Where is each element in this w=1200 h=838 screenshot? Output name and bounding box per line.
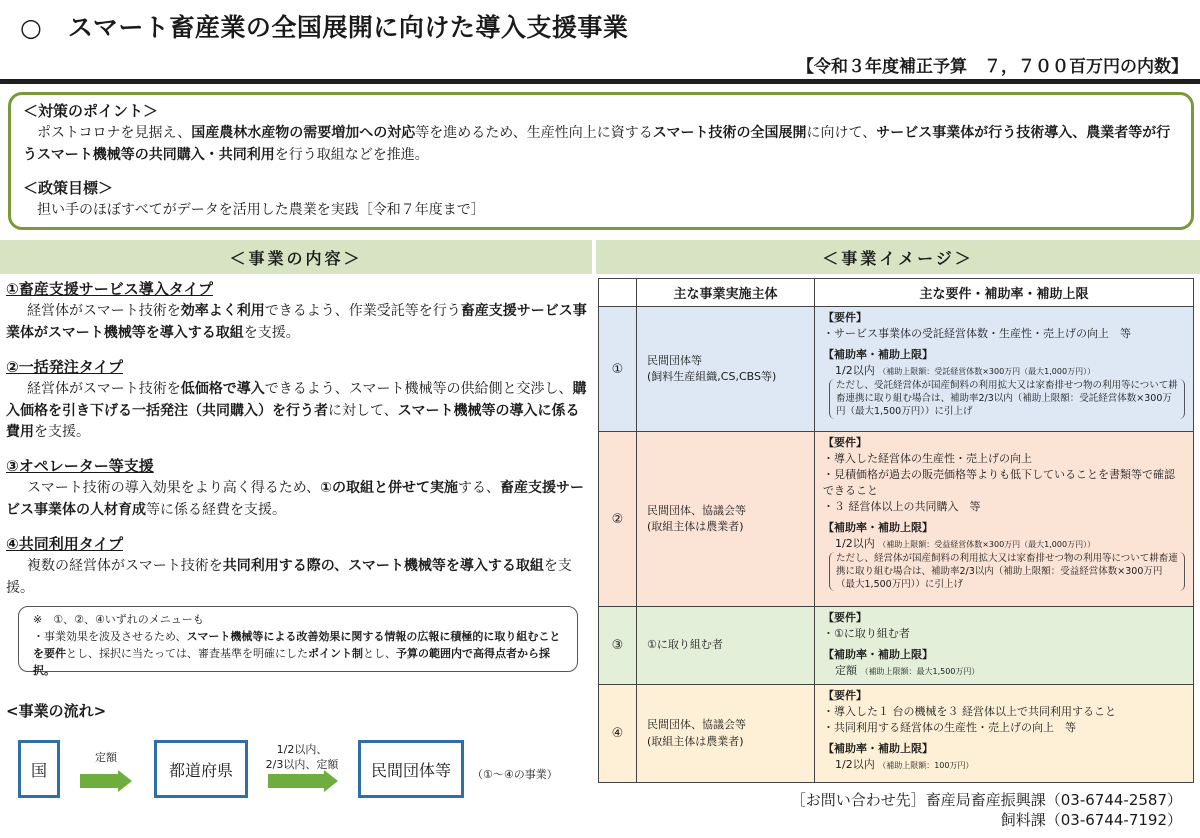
note-text-bold: スマート機械等による改善効果に関する情報の広報に積極的に取り組むこと: [186, 630, 561, 644]
entity-line: (取組主体は農業者): [647, 734, 744, 748]
req-heading: 【要件】: [823, 689, 867, 702]
flow-arrow-icon: [80, 770, 132, 792]
req-line: ・①に取り組む者: [823, 626, 910, 640]
item-text-bold: 共同利用する際の、スマート機械等を導入する取組: [222, 557, 544, 574]
flow-label-fixed: 定額: [95, 751, 117, 764]
req-heading: 【要件】: [823, 611, 867, 624]
content-item: [6, 356, 588, 444]
rate-value: 1/2以内: [835, 536, 875, 550]
table-header: [599, 279, 637, 307]
arrow-shaft: [80, 774, 120, 788]
points-text-bold: 国産農林水産物の需要増加への対応: [191, 125, 416, 142]
rate-value: 1/2以内: [835, 363, 875, 377]
item-text: を支援。: [243, 324, 300, 341]
note-text: ・事業効果を波及させるため、: [33, 630, 187, 644]
rate-cap: （補助上限額：最大1,500万円）: [860, 666, 980, 676]
page-title: ○ スマート畜産業の全国展開に向けた導入支援事業: [20, 13, 629, 42]
item-body: [6, 478, 588, 521]
item-body: [6, 379, 588, 444]
rate-heading: 【補助率・補助上限】: [823, 741, 933, 755]
req-line: ・サービス事業体の受託経営体数・生産性・売上げの向上 等: [823, 326, 1131, 340]
policy-points-box: [8, 92, 1194, 230]
rate-value: 1/2以内: [835, 757, 875, 771]
entity-cell: [637, 307, 815, 432]
row-number: ②: [599, 432, 637, 607]
item-text: できるよう、スマート機械等の供給側と交渉し、: [264, 380, 573, 397]
rate-value: 定額: [835, 663, 857, 677]
rate-cap: （補助上限額：受益経営体数×300万円（最大1,000万円））: [878, 539, 1096, 549]
req-line: ・導入した経営体の生産性・売上げの向上: [823, 451, 1032, 465]
contact-line: 飼料課（03-6744-7192）: [1000, 811, 1182, 830]
budget-label: 【令和３年度補正予算 ７，７００百万円の内数】: [797, 57, 1188, 77]
points-text-part: に向けて、: [806, 125, 877, 142]
flow-label-rate: [254, 742, 350, 773]
req-line: ・共同利用する経営体の生産性・売上げの向上 等: [823, 720, 1076, 734]
row-number: ③: [599, 607, 637, 685]
item-text: スマート技術の導入効果をより高く得るため、: [27, 480, 321, 497]
flow-arrow-icon: [268, 770, 338, 792]
item-text: に対して、: [328, 402, 398, 419]
arrow-head: [324, 770, 338, 792]
title-divider: [0, 79, 1200, 84]
content-item: [6, 533, 588, 600]
flow-label-line: 2/3以内、定額: [265, 758, 339, 772]
entity-cell: [637, 607, 815, 685]
item-title: ②一括発注タイプ: [6, 357, 123, 376]
rate-line: [823, 757, 1185, 773]
item-text-bold: 畜産支援サービス事業体の人材育成: [6, 480, 585, 518]
note-text-bold: ポイント制: [308, 647, 363, 661]
item-body: [6, 556, 588, 599]
rate-cap: （補助上限額：100万円）: [878, 760, 974, 770]
note-box: [18, 606, 578, 678]
requirement-cell: [815, 432, 1194, 607]
req-line: ・見積価格が過去の販売価格等よりも低下していることを書類等で確認できること: [823, 467, 1175, 497]
note-line: [33, 645, 563, 679]
rate-line: [823, 536, 1185, 552]
item-text: 経営体がスマート技術を: [27, 303, 181, 320]
flow-box-prefecture: 都道府県: [154, 740, 248, 798]
item-text: 複数の経営体がスマート技術を: [27, 557, 223, 574]
entity-cell: [637, 432, 815, 607]
item-text-bold: 低価格で導入: [180, 380, 265, 397]
flow-label-line: 1/2以内、: [276, 743, 328, 756]
rate-heading: 【補助率・補助上限】: [823, 347, 933, 361]
req-line: ・導入した１ 台の機械を３ 経営体以上で共同利用すること: [823, 704, 1116, 718]
flow-note: （①～④の事業）: [472, 768, 558, 781]
table-row: [599, 685, 1194, 783]
arrow-head: [118, 770, 132, 792]
rate-heading: 【補助率・補助上限】: [823, 647, 933, 661]
implementation-table: [598, 278, 1194, 783]
table-row: [599, 607, 1194, 685]
arrow-shaft: [268, 774, 326, 788]
item-text-bold: 畜産支援サービス事業体がスマート機械等を導入する取組: [6, 303, 587, 341]
item-text-bold: 購入価格を引き下げる一括発注（共同購入）を行う者: [6, 380, 587, 419]
item-title: ③オペレーター等支援: [6, 456, 154, 475]
req-line: ・３ 経営体以上の共同購入 等: [823, 499, 981, 513]
requirement-cell: [815, 607, 1194, 685]
table-header: 主な要件・補助率・補助上限: [815, 279, 1194, 307]
req-heading: 【要件】: [823, 311, 867, 324]
contact-info: [791, 790, 1182, 831]
note-text-bold: 予算の範囲内で高得点者から採択。: [33, 647, 550, 678]
points-text-part: 等を進めるため、生産性向上に資する: [415, 125, 653, 142]
points-text-part: を行う取組などを推進。: [274, 146, 429, 163]
rate-line: [823, 663, 1185, 679]
section-header-image: ＜事業イメージ＞: [596, 240, 1200, 274]
section-header-content: ＜事業の内容＞: [0, 240, 592, 274]
item-text: を支援。: [6, 557, 572, 596]
flow-title: <事業の流れ>: [6, 702, 107, 720]
item-text: する、: [458, 480, 501, 497]
item-text: 経営体がスマート技術を: [27, 380, 181, 397]
table-row: [599, 432, 1194, 607]
entity-cell: [637, 685, 815, 783]
rate-extension: ただし、経営体が国産飼料の利用拡大又は家畜排せつ物の利用等について耕畜連携に取り組む場合は、補助率2/3以内（補助上限額：受益経営体数×300万円（最大1,500万円））に引上げ: [829, 552, 1185, 592]
note-text: とし、: [363, 647, 396, 661]
content-item: [6, 455, 588, 522]
item-text-bold: 効率よく利用: [180, 303, 265, 320]
flow-box-country: 国: [18, 740, 60, 798]
rate-heading: 【補助率・補助上限】: [823, 520, 933, 534]
item-text: 等に係る経費を支援。: [146, 501, 286, 518]
flow-box-private-org: 民間団体等: [358, 740, 464, 798]
rate-extension: ただし、受託経営体が国産飼料の利用拡大又は家畜排せつ物の利用等について耕畜連携に取り組む場合は、補助率2/3以内（補助上限額：受託経営体数×300万円（最大1,500万円））に引上げ: [829, 379, 1185, 419]
points-text: [23, 123, 1179, 166]
entity-line: 民間団体等: [647, 353, 702, 367]
note-text-bold: を要件: [33, 647, 66, 661]
contact-line: ［お問い合わせ先］畜産局畜産振興課（03-6744-2587）: [790, 791, 1182, 809]
rate-cap: （補助上限額：受託経営体数×300万円（最大1,000万円））: [878, 366, 1096, 376]
entity-line: ①に取り組む者: [647, 638, 723, 652]
goal-heading: ＜政策目標＞: [23, 178, 114, 197]
row-number: ①: [599, 307, 637, 432]
points-heading: ＜対策のポイント＞: [23, 102, 159, 120]
item-body: [6, 301, 588, 344]
item-text: できるよう、作業受託等を行う: [264, 303, 461, 320]
project-content: [6, 278, 588, 610]
entity-line: (取組主体は農業者): [647, 520, 744, 533]
entity-line: 民間団体、協議会等: [647, 503, 746, 517]
points-text-part: ポストコロナを見据え、: [37, 125, 192, 142]
table-header: 主な事業実施主体: [637, 279, 815, 307]
requirement-cell: [815, 685, 1194, 783]
table-row: [599, 307, 1194, 432]
item-text-bold: ①の取組と併せて実施: [320, 480, 459, 497]
item-title: ①畜産支援サービス導入タイプ: [6, 280, 213, 298]
entity-line: 民間団体、協議会等: [647, 718, 746, 731]
rate-line: [823, 363, 1185, 379]
content-item: [6, 278, 588, 345]
entity-line: (飼料生産組織,CS,CBS等): [647, 370, 777, 383]
points-text-bold: スマート技術の全国展開: [652, 125, 807, 142]
requirement-cell: [815, 307, 1194, 432]
row-number: ④: [599, 685, 637, 783]
goal-text: 担い手のほぼすべてがデータを活用した農業を実践［令和７年度まで］: [37, 201, 485, 218]
table-header-row: [599, 279, 1194, 307]
item-text: を支援。: [34, 424, 90, 441]
title-bar: [0, 0, 1200, 84]
item-text-bold: スマート機械等の導入に係る費用: [6, 402, 580, 441]
req-heading: 【要件】: [823, 436, 867, 449]
note-text: とし、採択に当たっては、審査基準を明確にした: [66, 647, 308, 661]
note-line: ※ ①、②、④いずれのメニューも: [33, 613, 204, 626]
note-line: [33, 628, 563, 645]
points-text-bold: サービス事業体が行う技術導入、農業者等が行うスマート機械等の共同購入・共同利用: [23, 125, 1171, 163]
item-title: ④共同利用タイプ: [6, 534, 123, 553]
